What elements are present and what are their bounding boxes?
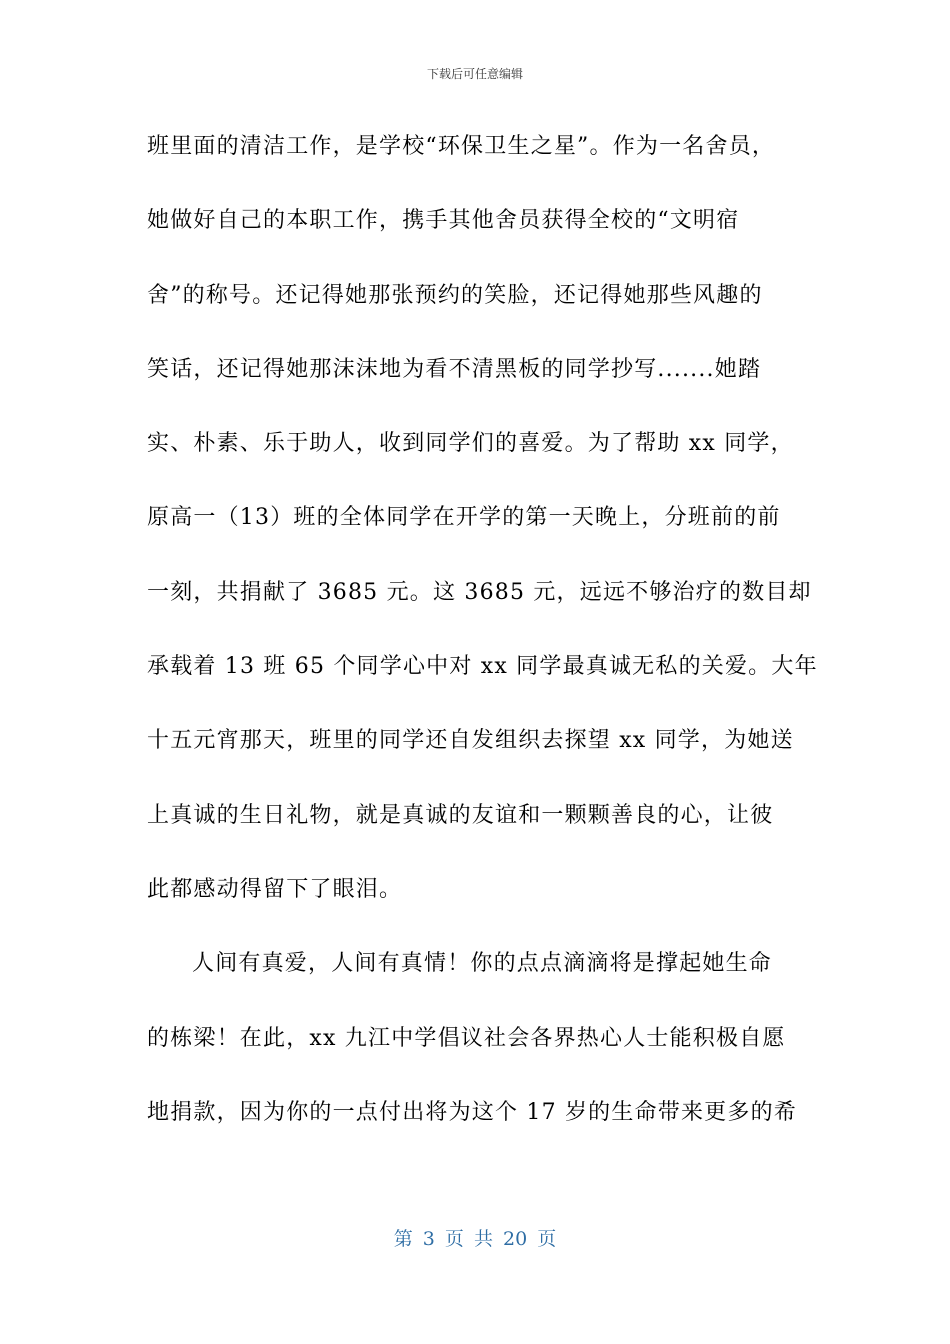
body-line-2: 她做好自己的本职工作，携手其他舍员获得全校的“文明宿 bbox=[147, 208, 740, 234]
body-line-5: 实、朴素、乐于助人，收到同学们的喜爱。为了帮助 xx 同学， bbox=[147, 431, 794, 457]
body-line-14: 地捐款，因为你的一点付出将为这个 17 岁的生命带来更多的希 bbox=[147, 1099, 797, 1125]
page-header: 下载后可任意编辑 bbox=[426, 67, 523, 81]
body-line-9: 十五元宵那天，班里的同学还自发组织去探望 xx 同学，为她送 bbox=[147, 728, 794, 754]
body-line-7: 一刻，共捐献了 3685 元。这 3685 元，远远不够治疗的数目却 bbox=[147, 579, 812, 605]
body-line-8: 承载着 13 班 65 个同学心中对 xx 同学最真诚无私的关爱。大年 bbox=[147, 654, 818, 680]
paragraph-start-line: 人间有真爱，人间有真情！你的点点滴滴将是撑起她生命 bbox=[192, 951, 773, 977]
body-line-11: 此都感动得留下了眼泪。 bbox=[147, 876, 403, 902]
body-line-3: 舍”的称号。还记得她那张预约的笑脸，还记得她那些风趣的 bbox=[147, 282, 763, 308]
body-line-6: 原高一（13）班的全体同学在开学的第一天晚上，分班前的前 bbox=[147, 505, 781, 531]
body-line-13: 的栋梁！在此，xx 九江中学倡议社会各界热心人士能积极自愿 bbox=[147, 1025, 786, 1051]
body-line-1: 班里面的清洁工作，是学校“环保卫生之星”。作为一名舍员， bbox=[147, 134, 776, 159]
body-line-10: 上真诚的生日礼物，就是真诚的友谊和一颗颗善良的心，让彼 bbox=[147, 802, 774, 828]
document-body bbox=[147, 127, 817, 1167]
body-line-4: 笑话，还记得她那沫沫地为看不清黑板的同学抄写.......她踏 bbox=[147, 356, 762, 382]
page-number-footer: 第 3 页 共 20 页 bbox=[393, 1228, 557, 1250]
